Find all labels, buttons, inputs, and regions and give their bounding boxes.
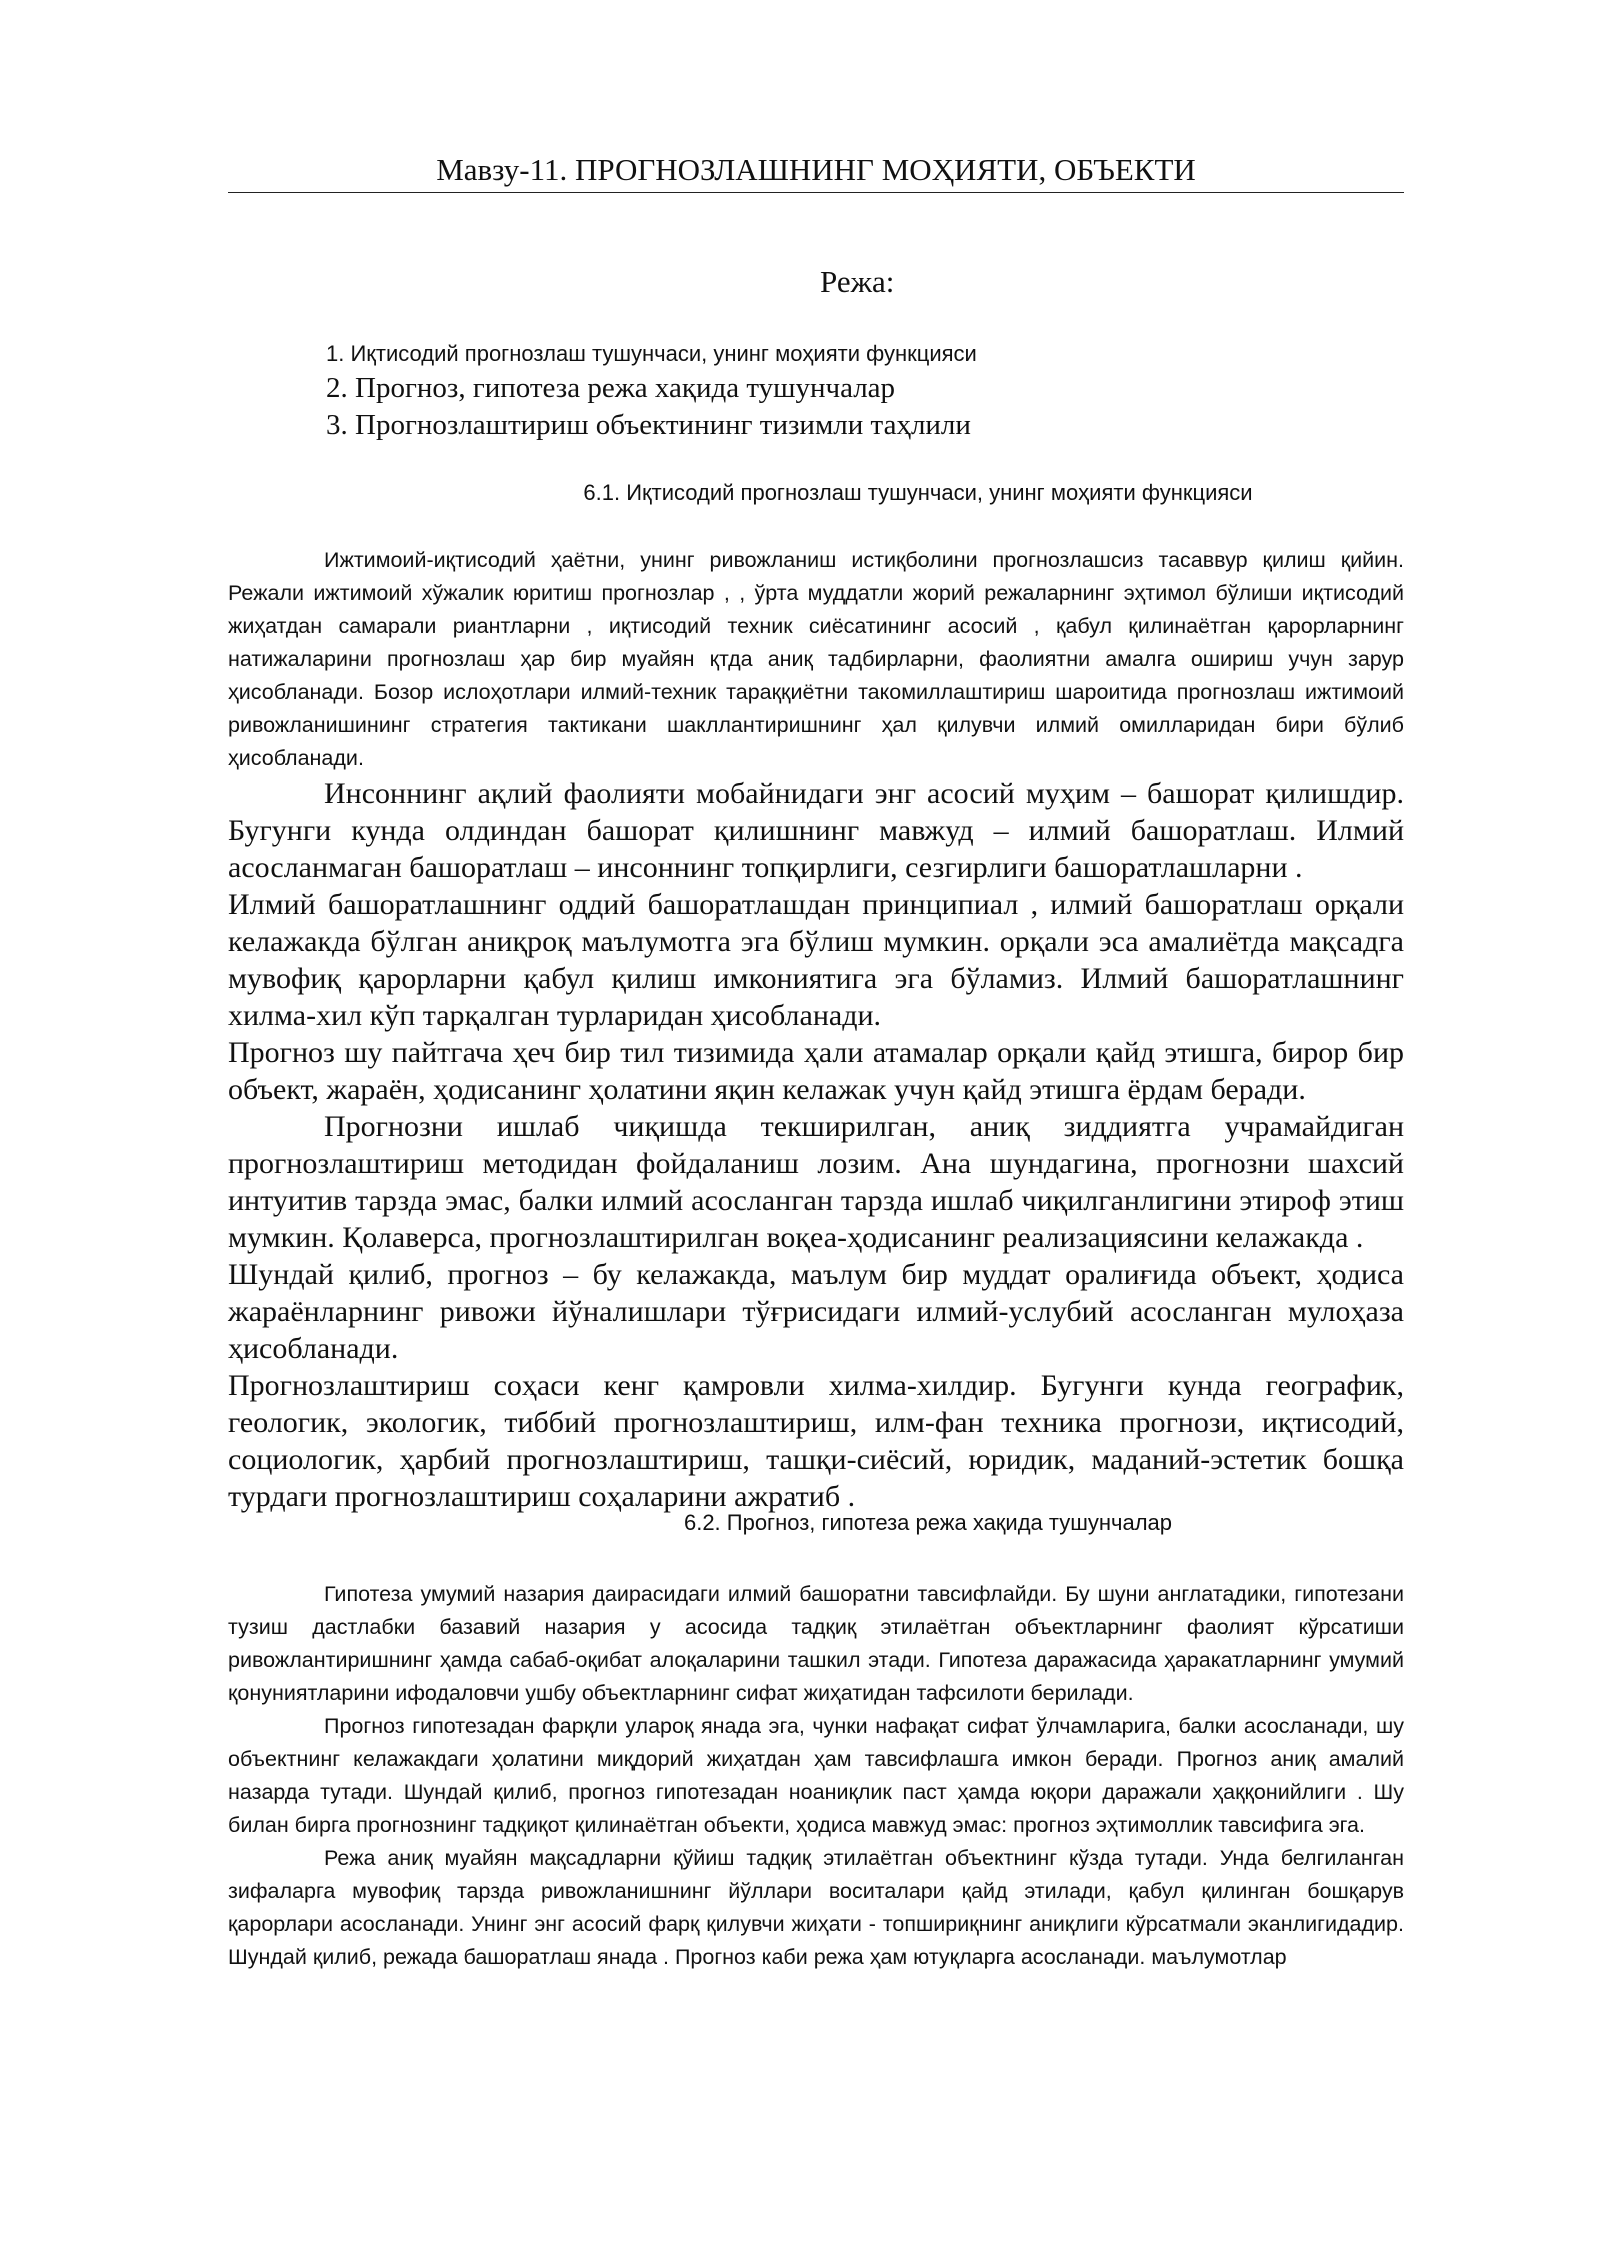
body-paragraph: Прогнозлаштириш соҳаси кенг қамровли хилма-хилдир. Бугунги кунда географик, геологик, экологик, тиббий прогнозлаштириш, илм-фан техника прогнози, иқтисодий, социологик, ҳарбий прогнозлаштириш, ташқи-сиёсий, юридик, маданий-эстетик бошқа турдаги прогнозлаштириш соҳаларини ажратиб . <box>228 1369 1404 1513</box>
section-title: 6.1. Иқтисодий прогнозлаш тушунчаси, унинг моҳияти функцияси <box>583 480 1253 505</box>
plan-list <box>326 338 977 444</box>
body-paragraph: Инсоннинг ақлий фаолияти мобайнидаги энг асосий муҳим – башорат қилишдир. Бугунги кунда олдиндан башорат қилишнинг мавжуд – илмий башоратлаш. Илмий асосланмаган башоратлаш – инсоннинг топқирлиги, сезгирлиги башоратлашларни . <box>228 777 1404 884</box>
section-body <box>228 775 1404 1515</box>
section-intro <box>228 544 1404 775</box>
plan-item: 3. Прогнозлаштириш объектининг тизимли таҳлили <box>326 409 971 441</box>
body-paragraph: Прогнозни ишлаб чиқишда текширилган, аниқ зиддиятга учрамайдиган прогнозлаштириш методидан фойдаланиш лозим. Ана шундагина, прогнозни шахсий интуитив тарзда эмас, балки илмий асосланган тарзда ишлаб чиқилганлигини этироф этиш мумкин. Қолаверса, прогнозлаштирилган воқеа-ҳодисанинг реализациясини келажакда . <box>228 1110 1404 1254</box>
intro-paragraph: Ижтимоий-иқтисодий ҳаётни, унинг ривожланиш истиқболини прогнозлашсиз тасаввур қилиш қийин. Режали ижтимоий хўжалик юритиш прогнозлар , , ўрта муддатли жорий режаларнинг эҳтимол бўлиши иқтисодий жиҳатдан самарали риантларни , иқтисодий техник сиёсатининг асосий , қабул қилинаётган қарорларнинг натижаларини прогнозлаш ҳар бир муайян қтда аниқ тадбирларни, фаолиятни амалга ошириш учун зарур ҳисобланади. Бозор ислоҳотлари илмий-техник тараққиётни такомиллаштириш шароитида прогнозлаш ижтимоий ривожланишининг стратегия тактикани шакллантиришнинг ҳал қилувчи илмий омилларидан бири бўлиб ҳисобланади. <box>228 548 1404 770</box>
plan-item: 1. Иқтисодий прогнозлаш тушунчаси, унинг моҳияти функцияси <box>326 341 977 366</box>
page-title: Мавзу-11. ПРОГНОЗЛАШНИНГ МОҲИЯТИ, ОБЪЕКТИ <box>228 150 1404 193</box>
body-paragraph: Прогноз шу пайтгача ҳеч бир тил тизимида ҳали атамалар орқали қайд этишга, бирор бир объект, жараён, ҳодисанинг ҳолатини яқин келажак учун қайд этишга ёрдам беради. <box>228 1036 1404 1106</box>
body-paragraph: Шундай қилиб, прогноз – бу келажакда, маълум бир муддат оралиғида объект, ҳодиса жараёнларнинг ривожи йўналишлари тўғрисидаги илмий-услубий асосланган мулоҳаза ҳисобланади. <box>228 1258 1404 1365</box>
section2-body <box>228 1578 1404 1974</box>
plan-item: 2. Прогноз, гипотеза режа хақида тушунчалар <box>326 372 896 404</box>
section-title: 6.2. Прогноз, гипотеза режа хақида тушунчалар <box>683 1510 1173 1535</box>
body-paragraph: Гипотеза умумий назария даирасидаги илмий башоратни тавсифлайди. Бу шуни англатадики, гипотезани тузиш дастлабки базавий назария у асосида тадқиқ этилаётган объектларнинг фаолият кўрсатиши ривожлантиришнинг ҳамда сабаб-оқибат алоқаларини ташкил этади. Гипотеза даражасида ҳаракатларнинг умумий қонуниятларини ифодаловчи ушбу объектларнинг сифат жиҳатидан тафсилоти берилади. <box>228 1582 1404 1705</box>
body-paragraph: Режа аниқ муайян мақсадларни қўйиш тадқиқ этилаётган объектнинг кўзда тутади. Унда белгиланган зифаларга мувофиқ тарзда ривожланишнинг йўллари воситалари қайд этилади, қабул қилинган бошқарув қарорлари асосланади. Унинг энг асосий фарқ қилувчи жиҳати - топшириқнинг аниқлиги кўрсатмали эканлигидадир. Шундай қилиб, режада башоратлаш янада . Прогноз каби режа ҳам ютуқларга асосланади. маълумотлар <box>228 1846 1404 1969</box>
plan-heading: Режа: <box>820 264 895 299</box>
body-paragraph: Илмий башоратлашнинг оддий башоратлашдан принципиал , илмий башоратлаш орқали келажакда бўлган аниқроқ маълумотга эга бўлиш мумкин. орқали эса амалиётда мақсадга мувофиқ қарорларни қабул қилиш имкониятига эга бўламиз. Илмий башоратлашнинг хилма-хил кўп тарқалган турларидан ҳисобланади. <box>228 888 1404 1032</box>
body-paragraph: Прогноз гипотезадан фарқли улароқ янада эга, чунки нафақат сифат ўлчамларига, балки асосланади, шу объектнинг келажакдаги ҳолатини миқдорий жиҳатдан ҳам тавсифлашга имкон беради. Прогноз аниқ амалий назарда тутади. Шундай қилиб, прогноз гипотезадан ноаниқлик паст ҳамда юқори даражали ҳаққонийлиги . Шу билан бирга прогнознинг тадқиқот қилинаётган объекти, ҳодиса мавжуд эмас: прогноз эҳтимоллик тавсифига эга. <box>228 1714 1404 1837</box>
